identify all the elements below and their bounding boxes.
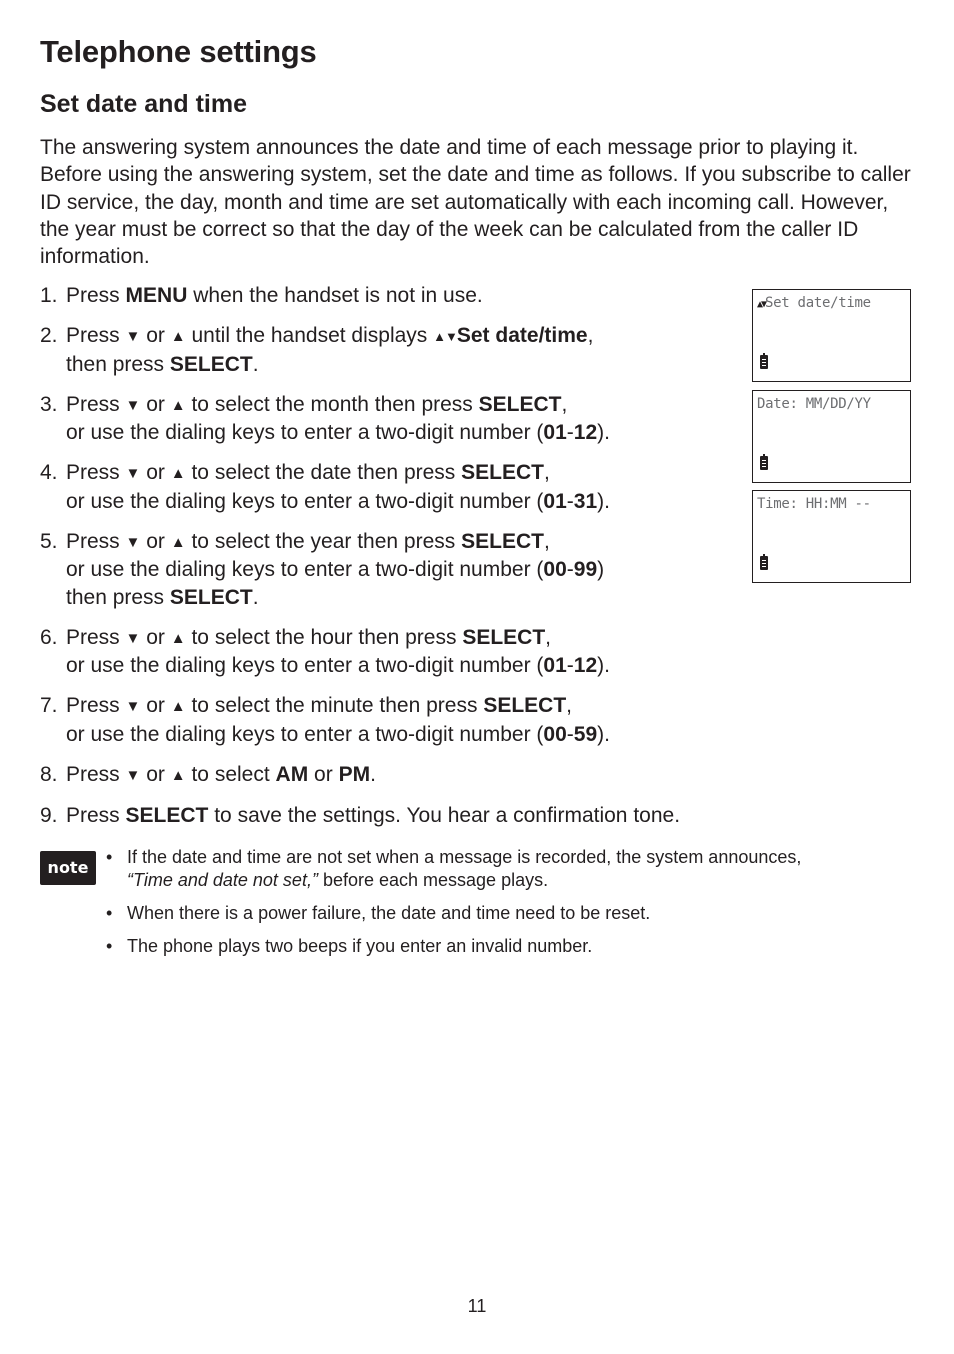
up-down-arrow-icon: ▲▼ (757, 299, 766, 310)
down-arrow-icon: ▼ (125, 396, 141, 414)
section-title: Set date and time (40, 90, 247, 118)
notes-list (106, 846, 906, 968)
down-arrow-icon: ▼ (125, 465, 141, 482)
menu-key-label: MENU (125, 284, 188, 307)
down-arrow-icon: ▼ (125, 766, 141, 784)
down-arrow-icon: ▼ (125, 533, 141, 551)
up-arrow-icon: ▲ (170, 533, 186, 551)
step-4: 4. Press ▼ or ▲ to select the date then press SELECT, or use the dialing keys to enter a two-digit number (01-31). (40, 461, 610, 513)
down-arrow-icon: ▼ (125, 328, 141, 345)
step-9: 9. Press SELECT to save the settings. You hear a confirmation tone. (40, 802, 740, 830)
note-item: • When there is a power failure, the date and time need to be reset. (106, 902, 906, 925)
battery-icon (760, 355, 768, 369)
step-8: 8. Press ▼ or ▲ to select AM or PM. (40, 761, 740, 790)
note-badge: note (40, 851, 96, 885)
step-number: 6. (40, 625, 58, 649)
step-5: 5. Press ▼ or ▲ to select the year then press SELECT, or use the dialing keys to enter a two-digit number (00-99) then press SELECT. (40, 529, 605, 609)
battery-icon (760, 556, 768, 570)
step-number: 1. (40, 284, 58, 307)
up-arrow-icon: ▲ (170, 396, 186, 414)
step-number: 7. (40, 694, 58, 717)
step-number: 9. (40, 803, 58, 827)
handset-screen-time: Time: HH:MM -- (752, 490, 911, 583)
page-number: 11 (467, 1296, 487, 1316)
step-2: 2. Press ▼ or ▲ until the handset displays ▲▼Set date/time, then press SELECT. (40, 324, 594, 376)
step-number: 4. (40, 461, 58, 484)
screen-target-label: Set date/time (456, 324, 588, 347)
down-arrow-icon: ▼ (125, 629, 141, 647)
steps-list (40, 282, 740, 829)
note-item: • If the date and time are not set when a message is recorded, the system announces, “Time and date not set,” before each message plays. (106, 846, 906, 891)
handset-screen-set-date-time: ▲▼Set date/time (752, 289, 911, 382)
step-6: 6. Press ▼ or ▲ to select the hour then press SELECT, or use the dialing keys to enter a two-digit number (01-12). (40, 625, 610, 677)
step-1: 1. Press MENU when the handset is not in use. (40, 282, 740, 310)
step-7: 7. Press ▼ or ▲ to select the minute then press SELECT, or use the dialing keys to enter a two-digit number (00-59). (40, 694, 610, 746)
up-down-arrow-icon: ▲▼ (433, 329, 457, 344)
up-arrow-icon: ▲ (170, 629, 186, 647)
step-number: 2. (40, 324, 58, 347)
up-arrow-icon: ▲ (170, 465, 186, 482)
down-arrow-icon: ▼ (125, 698, 141, 715)
step-number: 8. (40, 762, 58, 786)
step-number: 5. (40, 529, 58, 553)
up-arrow-icon: ▲ (170, 328, 186, 345)
up-arrow-icon: ▲ (170, 698, 186, 715)
note-item: • The phone plays two beeps if you enter an invalid number. (106, 935, 906, 958)
handset-screen-date: Date: MM/DD/YY (752, 390, 911, 483)
up-arrow-icon: ▲ (170, 766, 186, 784)
intro-paragraph: The answering system announces the date and time of each message prior to playing it. Before using the answering system, set the date and time as follows. If you subscribe to caller ID service, the day, month and time are set automatically with each incoming call. However, the year must be correct so that the day of the week can be calculated from the caller ID information. (40, 136, 911, 269)
step-3: 3. Press ▼ or ▲ to select the month then press SELECT, or use the dialing keys to enter a two-digit number (01-12). (40, 392, 610, 444)
step-number: 3. (40, 392, 58, 416)
page-title: Telephone settings (40, 34, 317, 69)
battery-icon (760, 456, 768, 470)
